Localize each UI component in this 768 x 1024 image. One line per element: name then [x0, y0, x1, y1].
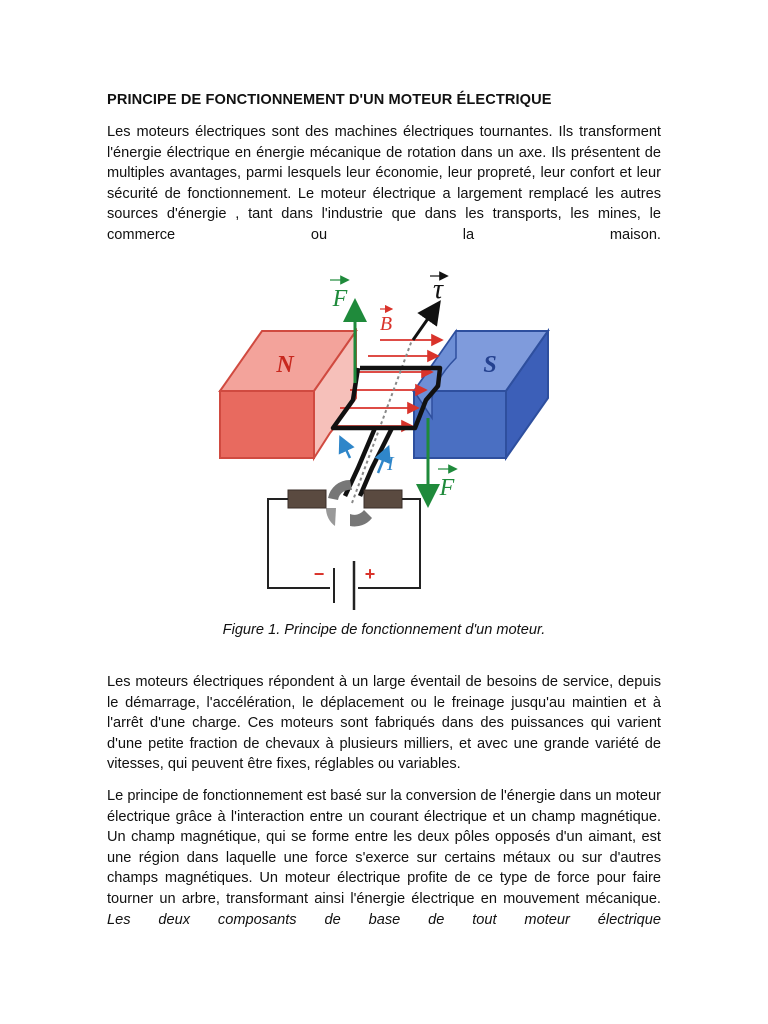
paragraph-3-italic: Les deux composants de base de tout moteur électrique	[107, 911, 661, 928]
current-arrow-left	[343, 443, 350, 458]
intro-paragraph: Les moteurs électriques sont des machines électriques tournantes. Ils transforment l'énergie électrique en énergie mécanique de rotation dans un axe. Ils présentent de multiples avantages, parmi lesquels leur économie, leur propreté, leur confort et leur sécurité de fonctionnement. Le moteur électrique a largement remplacé les autres sources d'énergie , tant dans l'industrie que dans les transports, les mines, le commerce ou la maison.	[107, 124, 661, 243]
brush-left	[288, 490, 326, 508]
torque-label: τ	[432, 274, 444, 305]
rotation-axis	[352, 340, 412, 503]
brush-right	[364, 490, 402, 508]
battery-minus-label: −	[313, 564, 325, 584]
current-label: I	[387, 453, 394, 475]
paragraph-3	[107, 786, 661, 930]
motor-diagram	[200, 268, 560, 613]
north-magnet	[220, 331, 356, 458]
north-label: N	[276, 352, 294, 378]
paragraph-2: Les moteurs électriques répondent à un large éventail de besoins de service, depuis le démarrage, l'accélération, le déplacement ou le freinage jusqu'au maintien et à l'arrêt d'une charge. Ces moteurs sont fabriqués dans des puissances qui varient d'une petite fraction de chevaux à plusieurs milliers, et avec une grande variété de vitesses, qui peuvent être fixes, réglables ou variables.	[107, 674, 661, 773]
south-magnet	[414, 331, 548, 458]
force-label-top: F	[332, 286, 348, 312]
battery-icon	[334, 561, 354, 610]
force-label-bottom: F	[439, 475, 455, 501]
battery-plus-label: +	[364, 564, 376, 584]
document-title: PRINCIPE DE FONCTIONNEMENT D'UN MOTEUR ÉLECTRIQUE	[107, 92, 552, 108]
paragraph-3-regular: Le principe de fonctionnement est basé sur la conversion de l'énergie dans un moteur électrique grâce à l'interaction entre un courant électrique et un champ magnétique. Un champ magnétique, qui se forme entre les deux pôles opposés d'un aimant, est une région dans laquelle une force s'exerce sur certains métaux ou sur d'autres champs magnétiques. Un moteur électrique profite de ce type de force pour faire tourner un arbre, transformant ainsi l'énergie électrique en mouvement mécanique.	[107, 788, 661, 907]
torque-arrow	[413, 310, 434, 340]
south-label: S	[483, 352, 497, 378]
circuit-wires	[268, 499, 420, 588]
field-label: B	[379, 313, 393, 335]
figure-caption: Figure 1. Principe de fonctionnement d'un moteur.	[222, 622, 546, 638]
